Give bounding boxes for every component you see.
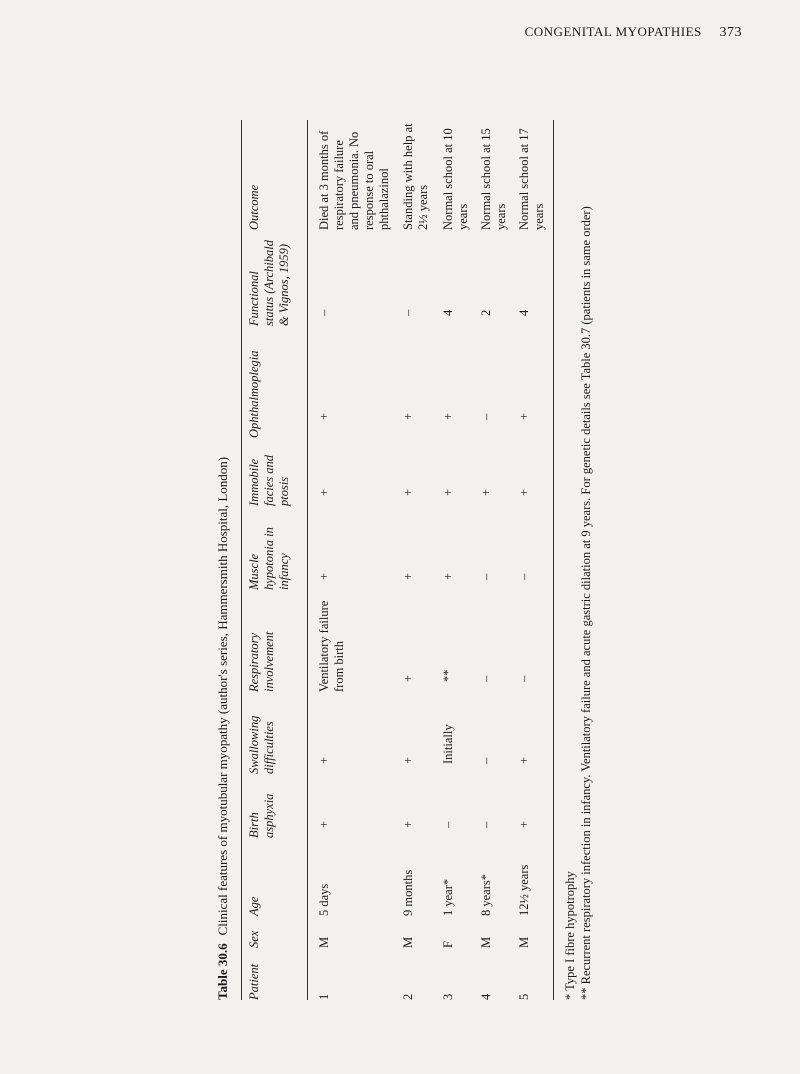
row3-sex: F [441,941,455,948]
row2-hypo: + [401,572,415,580]
row4-swallow: – [479,757,493,764]
page-number: 373 [719,25,742,40]
row5-age: 12½ years [517,864,531,916]
row4-sex: M [479,936,493,948]
running-head [525,24,742,41]
bottom-rule [553,120,554,1000]
header-hypotonia: Muscle hypotonia in infancy [247,527,291,590]
row2-birth: + [401,820,415,828]
row2-outcome: Standing with help at 2½ years [401,123,430,230]
table-caption [215,457,231,1000]
header-outcome: Outcome [247,184,261,230]
row3-immob: + [441,488,455,496]
row3-ophth: + [441,412,455,420]
header-immobile-facies: Immobile facies and ptosis [247,454,291,506]
row3-patient: 3 [441,993,455,1000]
row3-outcome: Normal school at 10 years [441,128,470,230]
row2-resp: + [401,674,415,682]
row1-hypo: + [317,572,331,580]
table-label: Table 30.6 [215,943,230,1000]
row3-hypo: + [441,572,455,580]
header-age: Age [247,896,261,916]
row5-resp: – [517,675,531,682]
header-rule [307,120,308,1000]
footnote-1: * Type I fibre hypotrophy [563,871,577,1000]
row4-patient: 4 [479,993,493,1000]
row1-age: 5 days [317,883,331,916]
row4-ophth: – [479,413,493,420]
row2-swallow: + [401,756,415,764]
row2-ophth: + [401,412,415,420]
row3-resp: ** [441,669,455,682]
row1-outcome: Died at 3 months of respiratory failure and pneumonia. No response to oral phthalazinol [317,130,391,230]
row1-resp: Ventilatory failure from birth [317,600,346,692]
row1-patient: 1 [317,993,331,1000]
row2-age: 9 months [401,869,415,916]
row4-func: 2 [479,309,493,316]
row4-birth: – [479,821,493,828]
table-caption-text: Clinical features of myotubular myopathy (author's series, Hammersmith Hospital, London) [215,456,230,936]
row4-outcome: Normal school at 15 years [479,128,508,230]
row2-func: – [401,309,415,316]
header-functional-status: Functional status (Archibald & Vignos, 1959) [247,240,291,326]
row4-hypo: – [479,573,493,580]
header-patient: Patient [247,963,261,1000]
row5-birth: + [517,820,531,828]
row2-sex: M [401,936,415,948]
row1-swallow: + [317,756,331,764]
row5-outcome: Normal school at 17 years [517,128,546,230]
header-swallowing: Swallowing difficulties [247,715,276,774]
row1-immob: + [317,488,331,496]
rotated-table [215,120,715,1000]
row4-immob: + [479,488,493,496]
row2-patient: 2 [401,993,415,1000]
row5-swallow: + [517,756,531,764]
row4-age: 8 years* [479,874,493,916]
row1-func: – [317,309,331,316]
row5-patient: 5 [517,993,531,1000]
row5-immob: + [517,488,531,496]
row4-resp: – [479,675,493,682]
row1-birth: + [317,820,331,828]
row5-func: 4 [517,309,531,316]
header-ophthalmoplegia: Ophthalmoplegia [247,350,261,438]
row5-sex: M [517,936,531,948]
running-head-title: CONGENITAL MYOPATHIES [524,24,702,39]
footnote-2: ** Recurrent respiratory infection in infancy. Ventilatory failure and acute gastric dilation at 9 years. For genetic details see Table 30.7 (patients in same order) [579,206,593,1000]
top-rule [241,120,242,1000]
header-birth-asphyxia: Birth asphyxia [247,793,276,838]
row1-ophth: + [317,412,331,420]
row1-sex: M [317,936,331,948]
row3-birth: – [441,821,455,828]
row5-ophth: + [517,412,531,420]
header-sex: Sex [247,930,261,948]
row2-immob: + [401,488,415,496]
row3-age: 1 year* [441,878,455,916]
header-respiratory: Respiratory involvement [247,631,276,692]
row5-hypo: – [517,573,531,580]
row3-swallow: Initially [441,724,455,764]
row3-func: 4 [441,309,455,316]
table-footnotes [563,120,595,1000]
